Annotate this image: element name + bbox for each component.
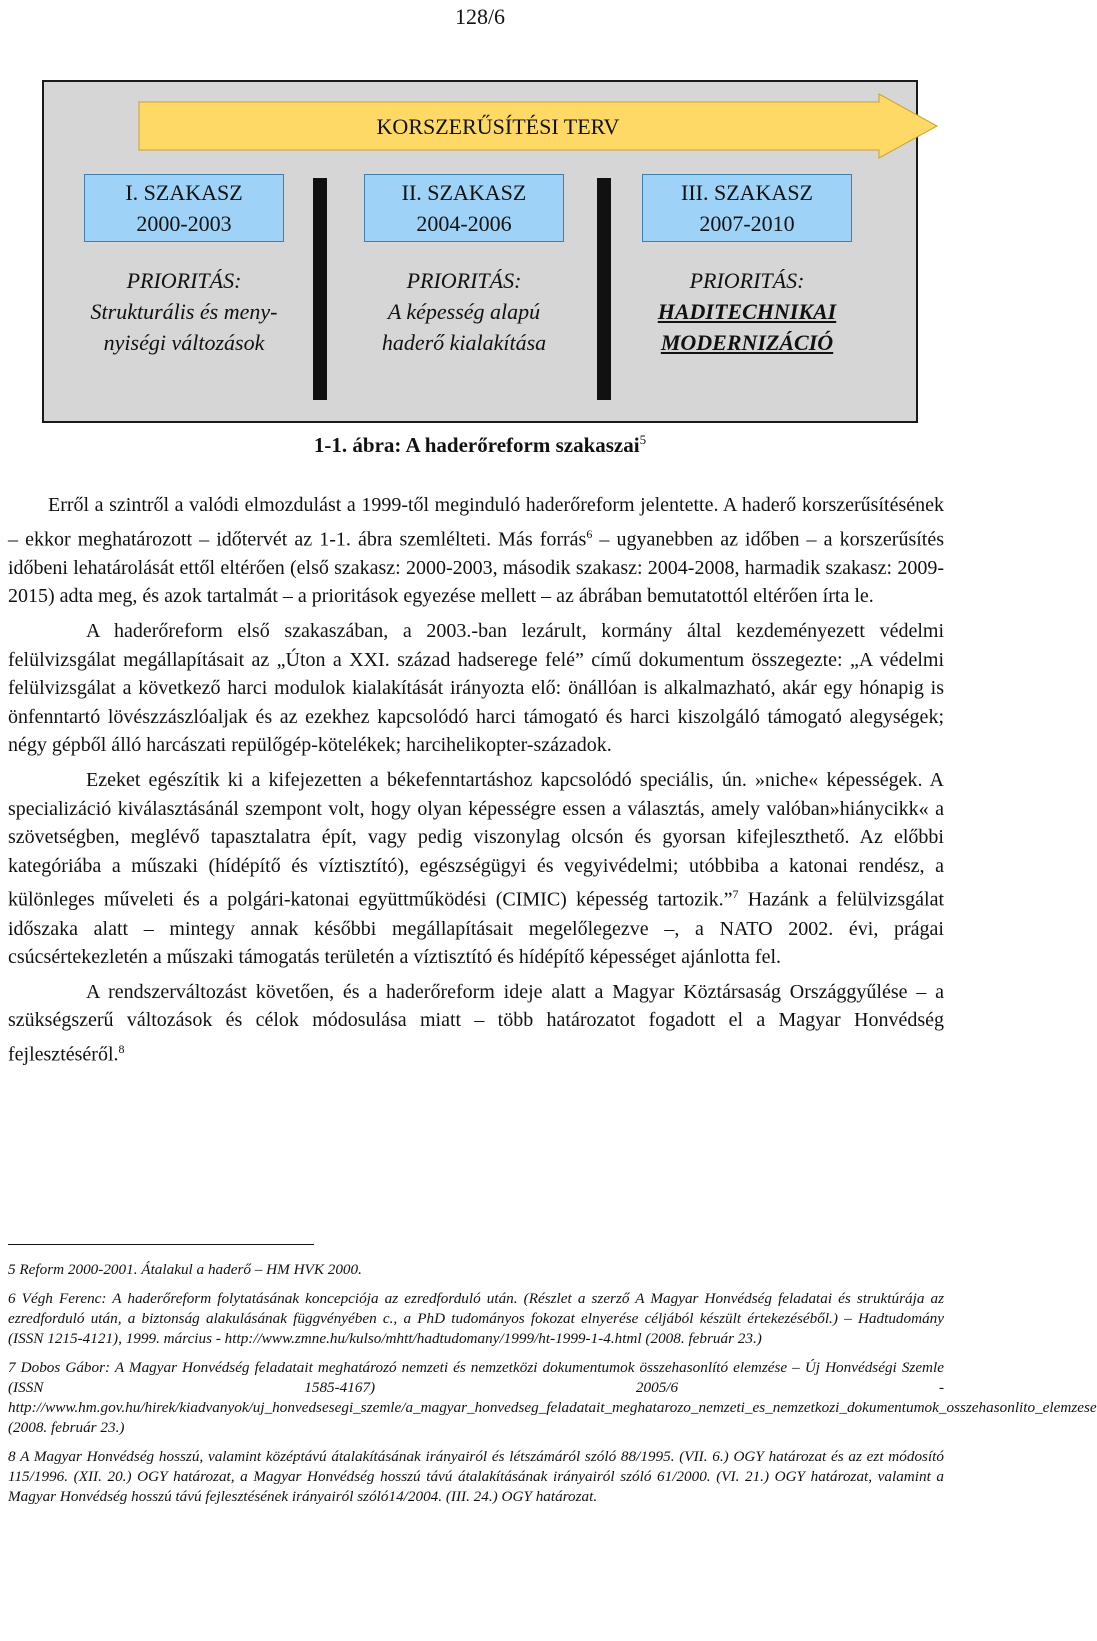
paragraph-4-text: A rendszerváltozást követően, és a haderőreform ideje alatt a Magyar Köztársaság Országgyűlése – a szükségszerű változások és célok módosulása miatt – több határozatot fogadott el a Magyar Honvédség fejlesztéséről. [8, 980, 944, 1066]
stage-2-box [364, 174, 564, 242]
footnote-ref-8: 8 [118, 1042, 125, 1056]
paragraph-1 [8, 491, 944, 611]
stage-1-priority-label: PRIORITÁS: [126, 268, 242, 293]
stage-2-priority-line-2: haderő kialakítása [381, 330, 547, 355]
stage-3-priority-line-2: MODERNIZÁCIÓ [660, 330, 834, 355]
paragraph-2: A haderőreform első szakaszában, a 2003.-ban lezárult, kormány által kezdeményezett védelmi felülvizsgálat megállapításait az „Úton a XXI. század hadserege felé” című dokumentum összegezte: „A védelmi felülvizsgálat a következő harci modulok kialakítását irányozta elő: önállóan is alkalmazható, akár egy hónapig is önfenntartó lövészzászlóaljak és az ezekhez kapcsolódó harci támogató és harci kiszolgáló támogató alegységek; négy gépből álló harcászati repülőgép-kötelékek; harcihelikopter-századok. [8, 620, 944, 757]
paragraph-3 [8, 766, 944, 972]
arrow-label: KORSZERŰSÍTÉSI TERV [376, 114, 620, 139]
stage-1-name: I. SZAKASZ [125, 180, 243, 205]
stage-1-years: 2000-2003 [136, 211, 232, 236]
paragraph-3-part-b: Hazánk a felülvizsgálat időszaka alatt – mintegy annak későbbi megállapításait megelőlegezve –, a NATO 2002. évi, prágai csúcsértekezletén a műszaki támogatás területén a víztisztító és hídépítő képességet ajánlotta fel. [8, 889, 945, 969]
stage-1-priority [59, 265, 309, 358]
paragraph-1-part-b: – ugyanebben az időben – a korszerűsítés időbeni lehatárolását ettől eltérően (első szakasz: 2000-2003, második szakasz: 2004-2008, harmadik szakasz: 2009-2015) adta meg, és azok tartalmát – a prioritások egyezése mellett – az ábrában bemutatottól eltérően írta le. [8, 528, 944, 608]
stage-3-priority-label: PRIORITÁS: [689, 268, 805, 293]
stage-2-priority-label: PRIORITÁS: [406, 268, 522, 293]
stage-3-years: 2007-2010 [699, 211, 795, 236]
stage-1-priority-line-2: nyiségi változások [103, 330, 265, 355]
footnote-7: 7 Dobos Gábor: A Magyar Honvédség feladatait meghatározó nemzeti és nemzetközi dokumentumok összehasonlító elemzése – Új Honvédségi Szemle (ISSN 1585-4167) 2005/6 - http://www.hm.gov.hu/hirek/kiadvanyok/uj_honvedsesegi_szemle/a_magyar_honvedseg_feladatait_meghatarozo_nemzeti_es_nemzetkozi_dokumentumok_osszehasonlito_elemzese (2008. február 23.) [8, 1359, 1097, 1436]
stage-1-box [84, 174, 284, 242]
stage-3-name: III. SZAKASZ [681, 180, 813, 205]
body-text [8, 491, 944, 1075]
stage-divider-2 [597, 178, 611, 400]
figure-caption-ref: 5 [639, 432, 647, 447]
paragraph-1-part-a: Erről a szintről a valódi elmozdulást a 1999-től meginduló haderőreform jelentette. A haderő korszerűsítésének – ekkor meghatározott – időtervét az 1-1. ábra szemlélteti. Más forrás [8, 494, 944, 551]
stage-3-box [642, 174, 852, 242]
figure-caption [0, 432, 960, 458]
stage-2-name: II. SZAKASZ [401, 180, 527, 205]
footnote-separator [8, 1244, 314, 1245]
reform-stages-figure [42, 80, 918, 423]
footnote-ref-6: 6 [586, 526, 593, 541]
footnote-5: 5 Reform 2000-2001. Átalakul a haderő – HM HVK 2000. [8, 1261, 362, 1278]
paragraph-4 [8, 978, 944, 1069]
stage-divider-1 [313, 178, 327, 400]
figure-caption-text: 1-1. ábra: A haderőreform szakaszai [313, 433, 640, 457]
stage-2-years: 2004-2006 [416, 211, 512, 236]
footnote-6: 6 Végh Ferenc: A haderőreform folytatásának koncepciója az ezredforduló után. (Részlet a szerző A Magyar Honvédség feladatai és struktúrája az ezredforduló után, a biztonság alakulásának függvényében c., a PhD tudományos fokozat elnyerése céljából készült értekezéséből.) – Hadtudomány (ISSN 1215-4121), 1999. március - http://www.zmne.hu/kulso/mhtt/hadtudomany/1999/ht-1999-1-4.html (2008. február 23.) [8, 1290, 944, 1347]
footnote-ref-7: 7 [732, 887, 739, 902]
footnote-8: 8 A Magyar Honvédség hosszú, valamint középtávú átalakításának irányairól és létszámáról szóló 88/1995. (VII. 6.) OGY határozat és az ezt módosító 115/1996. (XII. 20.) OGY határozat, a Magyar Honvédség hosszú távú átalakításának irányairól szóló 61/2000. (VI. 21.) OGY határozat, valamint a Magyar Honvédség hosszú távú fejlesztésének irányairól szóló14/2004. (III. 24.) OGY határozat. [8, 1448, 944, 1505]
stage-2-priority-line-1: A képesség alapú [387, 299, 541, 324]
stage-3-priority [622, 265, 872, 358]
stage-2-priority [339, 265, 589, 358]
stage-1-priority-line-1: Strukturális és meny- [90, 299, 278, 324]
footnotes [8, 1260, 1097, 1516]
paragraph-3-part-a: Ezeket egészítik ki a kifejezetten a békefenntartáshoz kapcsolódó speciális, ún. »niche« képességek. A specializáció kiválasztásánál szempont volt, hogy olyan képességre essen a választás, amely valóban»hiánycikk« a szövetségben, meglévő tapasztalatra épít, vagy pedig viszonylag olcsón és gyorsan kifejleszthető. Az előbbi kategóriába a műszaki (hídépítő és víztisztító), egészségügyi és vegyivédelmi; utóbbiba a katonai rendész, a különleges műveleti és a polgári-katonai együttműködési (CIMIC) képesség tartozik.” [8, 769, 944, 912]
page-number: 128/6 [454, 4, 506, 29]
stage-3-priority-line-1: HADITECHNIKAI [657, 299, 837, 324]
